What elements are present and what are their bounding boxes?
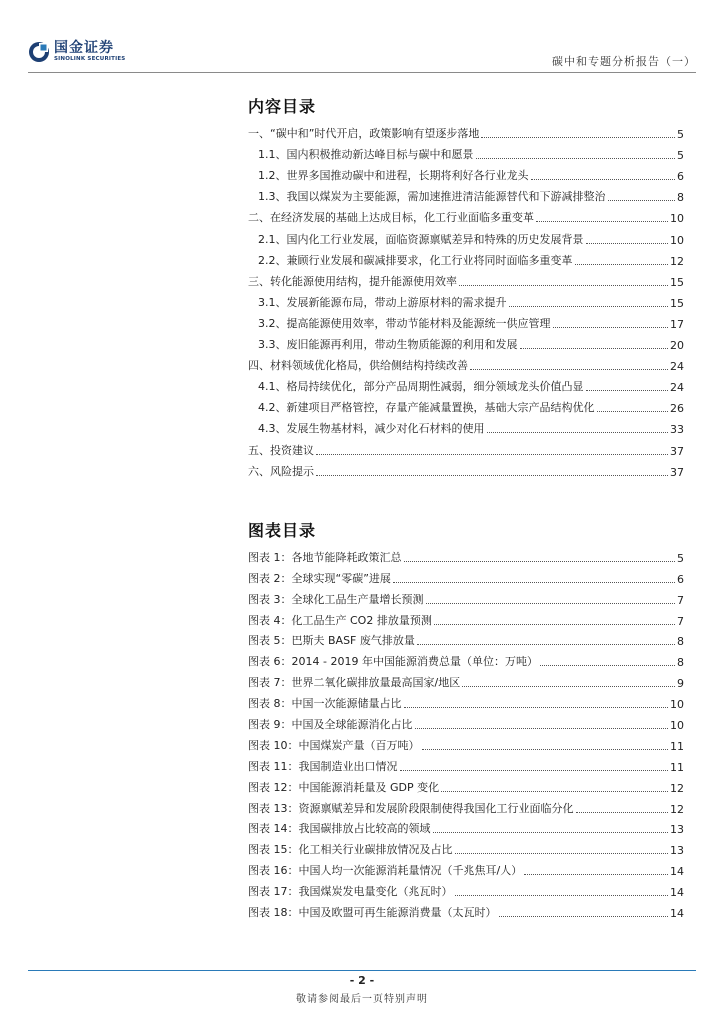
dot-leader (417, 644, 675, 645)
dot-leader (462, 686, 675, 687)
toc-entry-text: 2.1、国内化工行业发展，面临资源禀赋差异和特殊的历史发展背景 (258, 232, 584, 246)
dot-leader (426, 603, 676, 604)
figure-entry[interactable] (248, 732, 684, 753)
figure-entry-page: 12 (670, 781, 684, 795)
figure-entry-page: 10 (670, 719, 684, 733)
toc-entry[interactable] (248, 120, 684, 141)
figure-entry[interactable] (248, 669, 684, 690)
figure-entry-text: 图表 10：中国煤炭产量（百万吨） (248, 738, 420, 752)
toc-entry-page: 24 (670, 381, 684, 395)
toc-entry-text: 1.3、我国以煤炭为主要能源，需加速推进清洁能源替代和下游减排整治 (258, 190, 606, 204)
figure-entry-text: 图表 8：中国一次能源储量占比 (248, 697, 402, 711)
figure-entry-text: 图表 15：化工相关行业碳排放情况及占比 (248, 843, 453, 857)
figure-entry-text: 图表 2：全球实现“零碳”进展 (248, 571, 391, 585)
dot-leader (433, 832, 669, 833)
dot-leader (441, 791, 668, 792)
figure-entry-page: 10 (670, 698, 684, 712)
figure-entry-page: 5 (677, 551, 684, 565)
figure-entry[interactable] (248, 586, 684, 607)
toc-entry[interactable] (248, 458, 684, 479)
figure-entry[interactable] (248, 899, 684, 920)
dot-leader (455, 853, 669, 854)
dot-leader (586, 243, 669, 244)
figure-entry-page: 7 (677, 593, 684, 607)
toc-entry[interactable] (248, 331, 684, 352)
dot-leader (575, 264, 669, 265)
toc-entry-page: 15 (670, 275, 684, 289)
figure-entry[interactable] (248, 878, 684, 899)
toc-entry-page: 37 (670, 465, 684, 479)
toc-entry-text: 3.1、发展新能源布局，带动上游原材料的需求提升 (258, 295, 507, 309)
figure-entry-text: 图表 13：资源禀赋差异和发展阶段限制使得我国化工行业面临分化 (248, 801, 574, 815)
toc-entry[interactable] (248, 183, 684, 204)
figure-entry[interactable] (248, 690, 684, 711)
figure-entry-page: 11 (670, 739, 684, 753)
figure-entry-text: 图表 6：2014 - 2019 年中国能源消费总量（单位：万吨） (248, 655, 538, 669)
figure-entry-page: 14 (670, 886, 684, 900)
toc-entry[interactable] (248, 204, 684, 225)
figure-entry-text: 图表 5：巴斯夫 BASF 废气排放量 (248, 634, 415, 648)
figure-entry-text: 图表 4：化工品生产 CO2 排放量预测 (248, 613, 432, 627)
figure-entry-text: 图表 16：中国人均一次能源消耗量情况（千兆焦耳/人） (248, 864, 523, 878)
toc-title: 内容目录 (248, 97, 317, 116)
figure-entry-text: 图表 18：中国及欧盟可再生能源消费量（太瓦时） (248, 906, 497, 920)
dot-leader (316, 454, 668, 455)
figure-entry-text: 图表 3：全球化工品生产量增长预测 (248, 592, 424, 606)
dot-leader (434, 624, 675, 625)
figure-entry-page: 8 (677, 635, 684, 649)
figures-title: 图表目录 (248, 521, 317, 540)
toc-entry-text: 三、转化能源使用结构，提升能源使用效率 (248, 274, 457, 288)
figure-entry-text: 图表 17：我国煤炭发电量变化（兆瓦时） (248, 885, 453, 899)
disclaimer-note: 敬请参阅最后一页特别声明 (296, 994, 428, 1005)
figure-entry[interactable] (248, 565, 684, 586)
toc-entry-text: 3.3、废旧能源再利用，带动生物质能源的利用和发展 (258, 338, 518, 352)
toc-entry[interactable] (248, 373, 684, 394)
figure-entry-page: 8 (677, 656, 684, 670)
toc-entry-text: 六、风险提示 (248, 464, 314, 478)
figure-entry[interactable] (248, 836, 684, 857)
toc-entry[interactable] (248, 247, 684, 268)
dot-leader (553, 327, 669, 328)
toc-entry[interactable] (248, 352, 684, 373)
figure-entry-page: 14 (670, 907, 684, 921)
figure-entry[interactable] (248, 795, 684, 816)
dot-leader (470, 369, 668, 370)
figure-entry[interactable] (248, 816, 684, 837)
dot-leader (455, 895, 669, 896)
figure-entry-text: 图表 1：各地节能降耗政策汇总 (248, 550, 402, 564)
page-header (0, 0, 724, 80)
toc-entry-page: 20 (670, 339, 684, 353)
toc-entry-text: 五、投资建议 (248, 443, 314, 457)
toc-entry[interactable] (248, 225, 684, 246)
figure-entry[interactable] (248, 648, 684, 669)
toc-entry-text: 4.1、格局持续优化，部分产品周期性减弱，细分领域龙头价值凸显 (258, 380, 584, 394)
dot-leader (499, 916, 669, 917)
toc-entry-text: 四、材料领域优化格局，供给侧结构持续改善 (248, 359, 468, 373)
figure-entry-text: 图表 14：我国碳排放占比较高的领域 (248, 822, 431, 836)
toc-entry[interactable] (248, 162, 684, 183)
dot-leader (520, 348, 669, 349)
figure-entry-page: 6 (677, 572, 684, 586)
toc-list (248, 120, 684, 479)
toc-entry-page: 33 (670, 423, 684, 437)
figure-entry-page: 13 (670, 844, 684, 858)
figure-entry-page: 11 (670, 760, 684, 774)
toc-entry[interactable] (248, 436, 684, 457)
figure-entry-page: 7 (677, 614, 684, 628)
figure-entry-page: 12 (670, 802, 684, 816)
figure-entry-text: 图表 7：世界二氧化碳排放量最高国家/地区 (248, 676, 461, 690)
figure-entry[interactable] (248, 544, 684, 565)
figure-entry-text: 图表 11：我国制造业出口情况 (248, 759, 398, 773)
logo-cn-text: 国金证券 (54, 40, 114, 57)
toc-entry-page: 6 (677, 170, 684, 184)
figure-entry-page: 13 (670, 823, 684, 837)
dot-leader (540, 665, 675, 666)
dot-leader (476, 158, 676, 159)
figure-entry-page: 9 (677, 677, 684, 691)
dot-leader (404, 561, 676, 562)
dot-leader (509, 306, 669, 307)
figure-entry[interactable] (248, 774, 684, 795)
dot-leader (415, 728, 669, 729)
dot-leader (608, 200, 676, 201)
toc-entry-text: 1.1、国内积极推动新达峰目标与碳中和愿景 (258, 148, 474, 162)
toc-entry-page: 37 (670, 444, 684, 458)
figure-entry-text: 图表 9：中国及全球能源消化占比 (248, 718, 413, 732)
dot-leader (576, 812, 669, 813)
figures-list (248, 544, 684, 920)
dot-leader (536, 221, 668, 222)
toc-entry-page: 8 (677, 191, 684, 205)
toc-entry-page: 5 (677, 128, 684, 142)
figure-entry[interactable] (248, 628, 684, 649)
figure-entry[interactable] (248, 607, 684, 628)
toc-entry-page: 15 (670, 296, 684, 310)
dot-leader (481, 137, 675, 138)
toc-entry[interactable] (248, 268, 684, 289)
figure-entry-text: 图表 12：中国能源消耗量及 GDP 变化 (248, 780, 440, 794)
dot-leader (524, 874, 668, 875)
dot-leader (531, 179, 676, 180)
toc-entry-page: 17 (670, 317, 684, 331)
company-logo (28, 41, 125, 63)
dot-leader (487, 432, 669, 433)
footer-divider (28, 970, 696, 971)
toc-entry-text: 二、在经济发展的基础上达成目标，化工行业面临多重变革 (248, 211, 534, 225)
toc-entry[interactable] (248, 310, 684, 331)
figure-entry-page: 14 (670, 865, 684, 879)
toc-entry-page: 10 (670, 212, 684, 226)
dot-leader (597, 411, 669, 412)
toc-entry[interactable] (248, 394, 684, 415)
toc-entry-page: 12 (670, 254, 684, 268)
report-title: 碳中和专题分析报告（一） (552, 55, 696, 68)
toc-entry[interactable] (248, 415, 684, 436)
dot-leader (459, 285, 668, 286)
logo-en-text: SINOLINK SECURITIES (54, 56, 126, 63)
page-number: - 2 - (349, 974, 375, 987)
toc-entry-text: 3.2、提高能源使用效率，带动节能材料及能源统一供应管理 (258, 316, 551, 330)
dot-leader (422, 749, 669, 750)
toc-entry-text: 4.3、发展生物基材料，减少对化石材料的使用 (258, 422, 485, 436)
toc-entry-page: 24 (670, 360, 684, 374)
toc-entry[interactable] (248, 289, 684, 310)
dot-leader (404, 707, 669, 708)
figure-entry[interactable] (248, 711, 684, 732)
dot-leader (316, 475, 668, 476)
toc-entry-page: 26 (670, 402, 684, 416)
dot-leader (393, 582, 675, 583)
logo-mark-icon (28, 41, 50, 63)
dot-leader (400, 770, 669, 771)
toc-entry-text: 一、“碳中和”时代开启，政策影响有望逐步落地 (248, 127, 480, 141)
toc-entry-text: 4.2、新建项目严格管控，存量产能减量置换，基础大宗产品结构优化 (258, 401, 595, 415)
figure-entry[interactable] (248, 857, 684, 878)
toc-entry-page: 5 (677, 149, 684, 163)
dot-leader (586, 390, 669, 391)
toc-entry-text: 1.2、世界多国推动碳中和进程，长期将利好各行业龙头 (258, 169, 529, 183)
toc-entry-page: 10 (670, 233, 684, 247)
toc-entry[interactable] (248, 141, 684, 162)
figure-entry[interactable] (248, 753, 684, 774)
header-divider (28, 72, 696, 73)
toc-entry-text: 2.2、兼顾行业发展和碳减排要求，化工行业将同时面临多重变革 (258, 253, 573, 267)
